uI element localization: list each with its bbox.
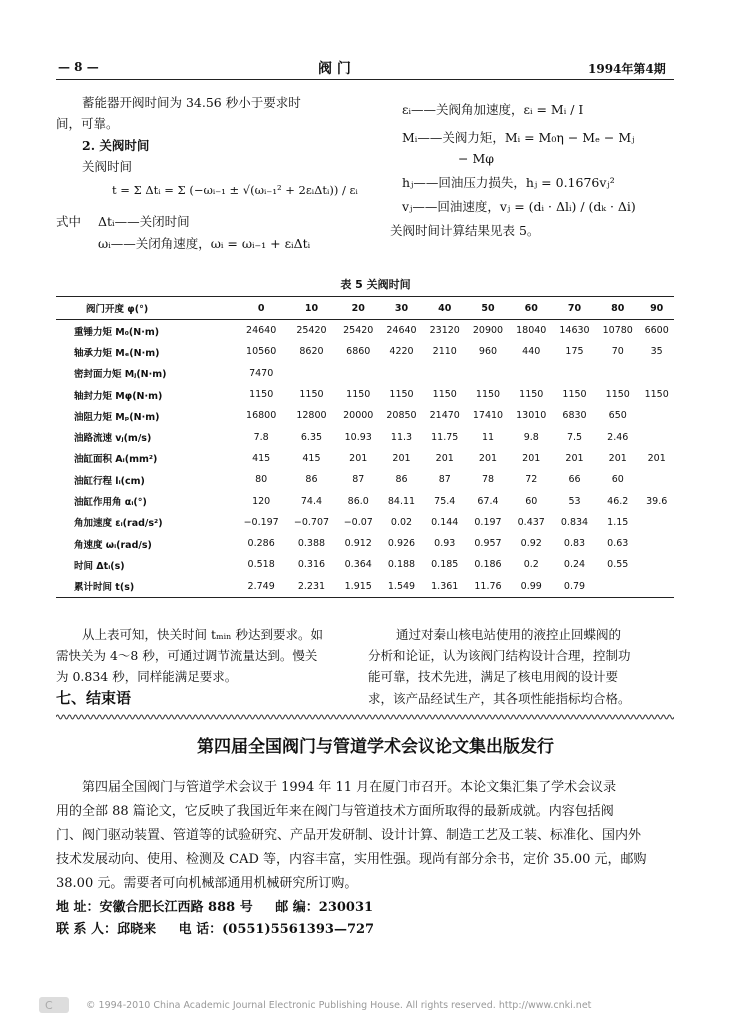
address-value: 安徽合肥长江西路 888 号 [99, 900, 253, 915]
table-cell: −0.707 [293, 516, 330, 528]
conclusion-line: 分析和论证，认为该阀门结构设计合理，控制功 [368, 648, 631, 663]
table-cell: 175 [565, 346, 584, 358]
column-header: 50 [466, 297, 509, 320]
table-cell [596, 363, 639, 384]
table-cell: 2110 [432, 346, 457, 358]
table-cell: 12800 [296, 410, 327, 422]
table-cell: 7470 [249, 367, 274, 379]
column-header: 30 [380, 297, 423, 320]
row-label: 油缸作用角 αᵢ(°) [74, 497, 147, 509]
table-cell: 0.388 [297, 538, 326, 550]
table-cell: 18040 [516, 325, 547, 337]
table-cell: 23120 [429, 325, 460, 337]
table-cell: 2.46 [607, 431, 629, 443]
page-number: — 8 — [58, 60, 99, 74]
table-cell: 1150 [475, 389, 501, 401]
row-label: 油缸面积 Aᵢ(mm²) [74, 454, 158, 466]
table-cell: 415 [302, 452, 321, 464]
table-row [56, 554, 674, 575]
table-row [56, 363, 674, 384]
left-para-line: 蓄能器开阀时间为 34.56 秒小于要求时 [82, 95, 301, 110]
table-cell: 201 [608, 452, 627, 464]
table-cell: 72 [525, 474, 538, 486]
where-item: vⱼ——回油速度，vⱼ = (dᵢ · Δlᵢ) / (dₖ · Δi) [402, 199, 636, 214]
table-cell: 25420 [343, 325, 374, 337]
section-heading: 2. 关阀时间 [82, 138, 150, 153]
table-cell: 60 [611, 474, 624, 486]
table-cell [639, 469, 674, 490]
table-cell: 6.35 [300, 431, 323, 443]
row-label: 角加速度 εᵢ(rad/s²) [74, 518, 163, 530]
row-label: 油路流速 vⱼ(m/s) [74, 433, 152, 445]
issue-label: 1994年第4期 [588, 62, 666, 76]
table-cell: 7.5 [566, 431, 583, 443]
column-header: 0 [236, 297, 286, 320]
table-cell: 1150 [389, 389, 414, 401]
table-cell: 67.4 [477, 495, 499, 507]
row-label: 油缸行程 lᵢ(cm) [74, 475, 145, 487]
table-cell: 6830 [562, 410, 587, 422]
notice-title: 第四届全国阀门与管道学术会议论文集出版发行 [197, 737, 554, 757]
data-table [56, 296, 674, 598]
table-cell: 1150 [346, 389, 371, 401]
table-cell [639, 533, 674, 554]
table-cell: 8620 [299, 346, 324, 358]
table-cell: 0.24 [563, 559, 586, 571]
table-cell [639, 512, 674, 533]
header-rule [56, 79, 674, 80]
table-cell: 39.6 [646, 495, 668, 507]
where-item: ωᵢ——关闭角速度，ωᵢ = ωᵢ₋₁ + εᵢΔtᵢ [98, 236, 311, 251]
row-label: 累计时间 t(s) [56, 576, 236, 598]
column-header: 20 [337, 297, 380, 320]
notice-line: 第四届全国阀门与管道学术会议于 1994 年 11 月在厦门市召开。本论文集汇集了学术会议录 [82, 780, 617, 795]
table-row [56, 533, 674, 554]
table-cell: 11.3 [390, 431, 413, 443]
table-cell: 201 [565, 452, 584, 464]
table-cell: 24640 [386, 325, 417, 337]
cnki-logo-icon [38, 994, 78, 1016]
result-sentence: 关阀时间计算结果见表 5。 [390, 223, 540, 238]
table-cell: 87 [352, 474, 365, 486]
table-cell: 1150 [605, 389, 630, 401]
table-cell: 4220 [389, 346, 414, 358]
table-cell: 11.76 [466, 576, 509, 598]
table-cell: 20900 [472, 325, 504, 337]
notice-line: 技术发展动向、使用、检测及 CAD 等，内容丰富，实用性强。现尚有部分余书，定价 35.00 元，邮购 [56, 852, 647, 867]
notice-line: 门、阀门驱动装置、管道等的试验研究、产品开发研制、设计计算、制造工艺及工装、标准化、国内外 [56, 828, 642, 843]
table-cell: 74.4 [300, 495, 323, 507]
table-cell: 0.02 [390, 516, 413, 528]
table-row [56, 341, 674, 362]
table-cell [510, 363, 553, 384]
where-item: − Mφ [458, 151, 494, 166]
postcode-label: 邮 编： [275, 900, 319, 915]
table-cell: 21470 [429, 410, 460, 422]
row-label: 重锤力矩 M₀(N·m) [74, 326, 160, 338]
notice-line: 38.00 元。需要者可向机械部通用机械研究所订购。 [56, 876, 358, 891]
table-row [56, 576, 674, 598]
table-cell: 7.8 [253, 431, 269, 443]
table-cell [596, 576, 639, 598]
table-cell: 0.197 [474, 516, 502, 528]
column-header: 40 [423, 297, 466, 320]
table-cell: 24640 [246, 325, 277, 337]
table-cell: 0.316 [297, 559, 326, 571]
conclusion-line: 为 0.834 秒，同样能满足要求。 [56, 669, 238, 684]
table-cell: 60 [525, 495, 538, 507]
conclusion-line: 通过对秦山核电站使用的液控止回蝶阀的 [396, 627, 622, 642]
table-row [56, 384, 674, 405]
column-header: 90 [639, 297, 674, 320]
table-cell: 201 [478, 452, 498, 464]
table-row [56, 448, 674, 469]
table-cell: 650 [608, 410, 627, 422]
column-header: 阀门开度 φ(°) [56, 297, 236, 320]
table-header-row [56, 297, 674, 320]
table-cell: 120 [252, 495, 271, 507]
row-label: 轴承力矩 Mₑ(N·m) [74, 347, 160, 359]
table-cell: 0.144 [431, 516, 459, 528]
table-cell: 201 [392, 452, 411, 464]
table-cell: 0.63 [607, 538, 629, 550]
copyright-footer: © 1994-2010 China Academic Journal Electronic Publishing House. All rights reserved. http://www.cnki.net [86, 1000, 592, 1011]
table-cell: 0.926 [387, 538, 416, 550]
where-item: Δtᵢ——关闭时间 [98, 214, 190, 229]
table-cell: 9.8 [523, 431, 539, 443]
phone-value: (0551)5561393—727 [222, 922, 375, 937]
section-heading: 七、结束语 [56, 689, 132, 707]
table-cell: 2.231 [286, 576, 336, 598]
table-cell [553, 363, 596, 384]
postcode-value: 230031 [318, 900, 374, 915]
table-cell: 86 [305, 474, 318, 486]
table-cell: 11.75 [431, 431, 459, 443]
table-cell: 0.437 [517, 516, 545, 528]
table-cell: 0.2 [523, 559, 539, 571]
table-cell: 960 [478, 346, 498, 358]
table-row [56, 405, 674, 426]
table-cell: 53 [568, 495, 581, 507]
table-cell: 1150 [299, 389, 324, 401]
table-cell: 75.4 [434, 495, 456, 507]
table-cell: 86.0 [347, 495, 369, 507]
table-cell [639, 363, 674, 384]
column-header: 70 [553, 297, 596, 320]
table-cell [423, 363, 466, 384]
table-cell: 0.186 [474, 559, 502, 571]
table-cell: 1.15 [607, 516, 629, 528]
table-cell: 201 [349, 452, 368, 464]
row-label: 密封面力矩 Mⱼ(N·m) [74, 369, 167, 381]
phone-label: 电 话： [178, 922, 223, 937]
table-cell [466, 363, 509, 384]
table-cell: 13010 [516, 410, 547, 422]
table-cell: 87 [438, 474, 451, 486]
table-cell: 46.2 [607, 495, 629, 507]
address-label: 地 址： [56, 900, 100, 915]
table-cell: 10.93 [344, 431, 372, 443]
table-cell [639, 554, 674, 575]
table-cell: 0.364 [344, 559, 372, 571]
contact-value: 邱晓来 [117, 922, 157, 937]
table-cell: 1.549 [380, 576, 423, 598]
where-item: εᵢ——关阀角加速度，εᵢ = Mᵢ / I [402, 102, 584, 117]
row-label: 油阻力矩 Mₚ(N·m) [74, 411, 160, 423]
table-cell: 0.957 [474, 538, 502, 550]
row-label: 轴封力矩 Mφ(N·m) [74, 390, 163, 402]
table-row [56, 426, 674, 447]
subheading: 关阀时间 [82, 159, 133, 174]
table-row [56, 512, 674, 533]
table-cell: 2.749 [236, 576, 286, 598]
column-header: 60 [510, 297, 553, 320]
table-cell: 10780 [602, 325, 633, 337]
table-row [56, 320, 674, 342]
row-label: 角速度 ωᵢ(rad/s) [74, 539, 152, 551]
conclusion-line: 能可靠，技术先进，满足了核电用阀的设计要 [368, 669, 619, 684]
table-cell: 10560 [246, 346, 277, 358]
table-cell: 78 [481, 474, 495, 486]
table-cell: 415 [252, 452, 271, 464]
table-cell [639, 405, 674, 426]
table-cell: 1150 [249, 389, 274, 401]
table-cell [639, 576, 674, 598]
table-cell: 1150 [562, 389, 587, 401]
conclusion-line: 需快关为 4～8 秒，可通过调节流量达到。慢关 [56, 648, 318, 663]
table-cell: 14630 [559, 325, 590, 337]
table-cell: 20850 [386, 410, 417, 422]
table-cell: 35 [650, 346, 663, 358]
table-cell [286, 363, 336, 384]
table-cell: 201 [435, 452, 454, 464]
table-cell: 6600 [644, 325, 669, 337]
table-cell: 0.286 [247, 538, 275, 550]
table-cell: 0.99 [510, 576, 553, 598]
conclusion-line: 从上表可知，快关时间 tₘᵢₙ 秒达到要求。如 [82, 627, 324, 642]
table-cell: 16800 [246, 410, 277, 422]
table-cell: 25420 [296, 325, 327, 337]
table-cell: 11 [481, 431, 495, 443]
svg-text:C: C [45, 999, 53, 1012]
table-cell: 0.188 [387, 559, 416, 571]
table-row [56, 469, 674, 490]
notice-line: 用的全部 88 篇论文，它反映了我国近年来在阀门与管道技术方面所取得的最新成就。内容包括阀 [56, 804, 614, 819]
table-cell: 1.361 [423, 576, 466, 598]
table-row [56, 490, 674, 511]
table-cell: 0.518 [247, 559, 275, 571]
table-cell: 66 [568, 474, 581, 486]
table-cell [380, 363, 423, 384]
table-cell: 440 [522, 346, 541, 358]
table-cell: 80 [255, 474, 268, 486]
table-cell: 0.92 [520, 538, 542, 550]
table-cell: 0.55 [607, 559, 629, 571]
table-cell: 0.185 [431, 559, 459, 571]
contact-line [56, 918, 374, 937]
where-item: Mᵢ——关阀力矩，Mᵢ = M₀η − Mₑ − Mⱼ [402, 130, 635, 145]
column-header: 80 [596, 297, 639, 320]
table-cell: 0.83 [563, 538, 586, 550]
where-item: hⱼ——回油压力损失，hⱼ = 0.1676vⱼ² [402, 175, 615, 190]
table-cell: 17410 [472, 410, 504, 422]
table-caption: 表 5 关阀时间 [340, 278, 411, 291]
table-cell: 0.79 [553, 576, 596, 598]
table-cell [639, 426, 674, 447]
address-line [56, 896, 373, 915]
where-label: 式中 [56, 214, 82, 229]
conclusion-line: 求，该产品经试生产，其各项性能指标均合格。 [368, 691, 631, 706]
table-cell: 20000 [343, 410, 374, 422]
formula: t = Σ Δtᵢ = Σ (−ωᵢ₋₁ ± √(ωᵢ₋₁² + 2εᵢΔtᵢ)) / εᵢ [112, 183, 358, 197]
contact-label: 联 系 人： [56, 922, 118, 937]
table-cell: 6860 [346, 346, 371, 358]
table-cell: 201 [647, 452, 666, 464]
table-cell: 1150 [432, 389, 457, 401]
table-cell: 86 [395, 474, 408, 486]
table-cell: 201 [522, 452, 541, 464]
table-cell: 0.834 [560, 516, 589, 528]
table-cell: 70 [611, 346, 624, 358]
table-cell: 84.11 [387, 495, 416, 507]
column-header: 10 [286, 297, 336, 320]
table-cell: 1150 [519, 389, 544, 401]
wavy-divider [56, 712, 674, 722]
table-cell: 0.93 [434, 538, 456, 550]
table-cell: 1.915 [337, 576, 380, 598]
table-cell [337, 363, 380, 384]
row-label: 时间 Δtᵢ(s) [74, 560, 125, 572]
table-cell: 1150 [644, 389, 669, 401]
table-cell: 0.912 [344, 538, 372, 550]
table-cell: −0.197 [243, 516, 279, 528]
notice-body [56, 776, 676, 896]
table-cell: −0.07 [343, 516, 373, 528]
journal-title: 阀 门 [318, 61, 351, 77]
left-para-line: 间，可靠。 [56, 116, 119, 131]
